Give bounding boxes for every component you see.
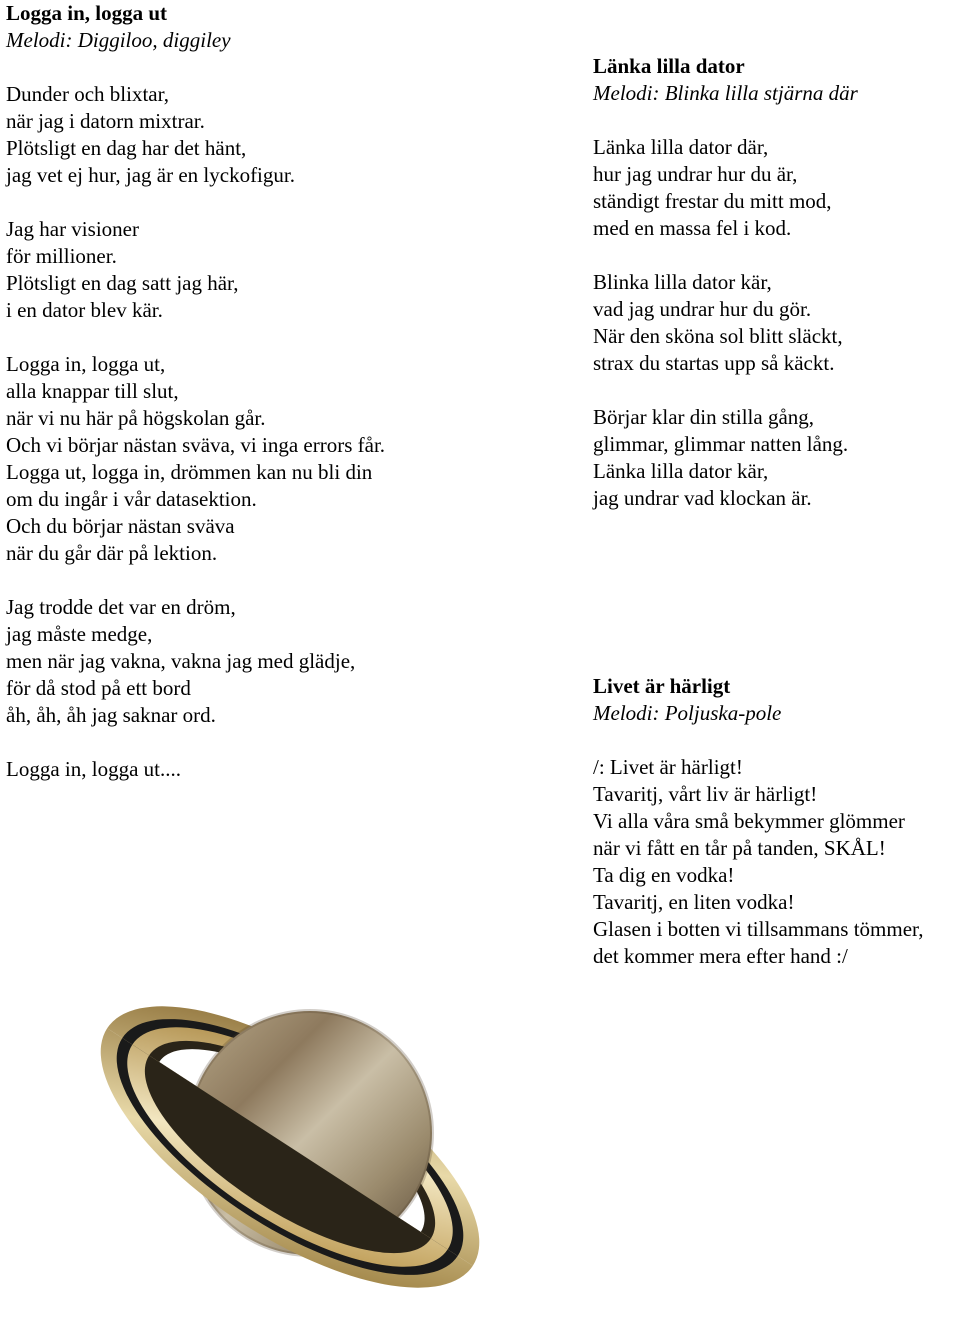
lyric-line: Logga ut, logga in, drömmen kan nu bli din <box>6 460 373 484</box>
lyric-line: Vi alla våra små bekymmer glömmer <box>593 809 905 833</box>
lyric-line: ständigt frestar du mitt mod, <box>593 189 832 213</box>
lyric-line: Och du börjar nästan sväva <box>6 514 235 538</box>
lyric-line: alla knappar till slut, <box>6 379 179 403</box>
song-livet-ar-harligt <box>593 673 960 970</box>
lyric-line: /: Livet är härligt! <box>593 755 743 779</box>
lyric-line: jag undrar vad klockan är. <box>593 486 812 510</box>
song-logga-in <box>6 0 566 783</box>
stanza <box>593 269 960 377</box>
lyric-line: jag vet ej hur, jag är en lyckofigur. <box>6 163 295 187</box>
lyric-line: för millioner. <box>6 244 117 268</box>
lyric-line: för då stod på ett bord <box>6 676 191 700</box>
stanza <box>6 594 566 729</box>
lyric-line: glimmar, glimmar natten lång. <box>593 432 849 456</box>
song-title: Livet är härligt <box>593 674 731 698</box>
lyric-line: Tavaritj, vårt liv är härligt! <box>593 782 818 806</box>
lyric-line: strax du startas upp så käckt. <box>593 351 835 375</box>
lyric-line: Logga in, logga ut, <box>6 352 166 376</box>
lyric-line: om du ingår i vår datasektion. <box>6 487 257 511</box>
lyric-line: Länka lilla dator där, <box>593 135 769 159</box>
song-melody: Melodi: Poljuska-pole <box>593 701 782 725</box>
stanza <box>6 81 566 189</box>
song-title: Logga in, logga ut <box>6 1 168 25</box>
lyric-line: när vi fått en tår på tanden, SKÅL! <box>593 836 886 860</box>
stanza <box>593 134 960 242</box>
lyric-line: när du går där på lektion. <box>6 541 218 565</box>
song-stanzas <box>593 134 960 512</box>
song-lanka-lilla-dator <box>593 53 960 512</box>
lyric-line: Logga in, logga ut.... <box>6 757 181 781</box>
saturn-planet-icon <box>70 975 510 1315</box>
lyric-line: vad jag undrar hur du gör. <box>593 297 812 321</box>
lyric-line: när jag i datorn mixtrar. <box>6 109 205 133</box>
stanza <box>6 216 566 324</box>
song-stanzas <box>593 754 960 970</box>
lyric-line: Plötsligt en dag har det hänt, <box>6 136 247 160</box>
lyric-line: Ta dig en vodka! <box>593 863 735 887</box>
lyric-line: Jag har visioner <box>6 217 139 241</box>
lyric-line: Dunder och blixtar, <box>6 82 170 106</box>
lyric-line: Börjar klar din stilla gång, <box>593 405 815 429</box>
stanza <box>6 756 566 783</box>
lyric-line: Plötsligt en dag satt jag här, <box>6 271 239 295</box>
lyric-line: Jag trodde det var en dröm, <box>6 595 236 619</box>
lyric-line: Tavaritj, en liten vodka! <box>593 890 795 914</box>
lyric-line: När den sköna sol blitt släckt, <box>593 324 843 348</box>
lyric-line: Och vi börjar nästan sväva, vi inga errors får. <box>6 433 386 457</box>
stanza <box>593 404 960 512</box>
lyric-line: Länka lilla dator kär, <box>593 459 769 483</box>
lyric-line: åh, åh, åh jag saknar ord. <box>6 703 216 727</box>
lyric-line: med en massa fel i kod. <box>593 216 792 240</box>
lyric-line: Blinka lilla dator kär, <box>593 270 772 294</box>
song-melody: Melodi: Blinka lilla stjärna där <box>593 81 858 105</box>
stanza <box>6 351 566 567</box>
lyric-line: Glasen i botten vi tillsammans tömmer, <box>593 917 924 941</box>
song-stanzas <box>6 81 566 783</box>
lyric-line: det kommer mera efter hand :/ <box>593 944 848 968</box>
lyric-line: men när jag vakna, vakna jag med glädje, <box>6 649 356 673</box>
lyric-line: när vi nu här på högskolan går. <box>6 406 266 430</box>
lyric-line: jag måste medge, <box>6 622 153 646</box>
lyric-line: i en dator blev kär. <box>6 298 163 322</box>
song-melody: Melodi: Diggiloo, diggiley <box>6 28 231 52</box>
song-title: Länka lilla dator <box>593 54 745 78</box>
stanza <box>593 754 960 970</box>
lyric-line: hur jag undrar hur du är, <box>593 162 798 186</box>
